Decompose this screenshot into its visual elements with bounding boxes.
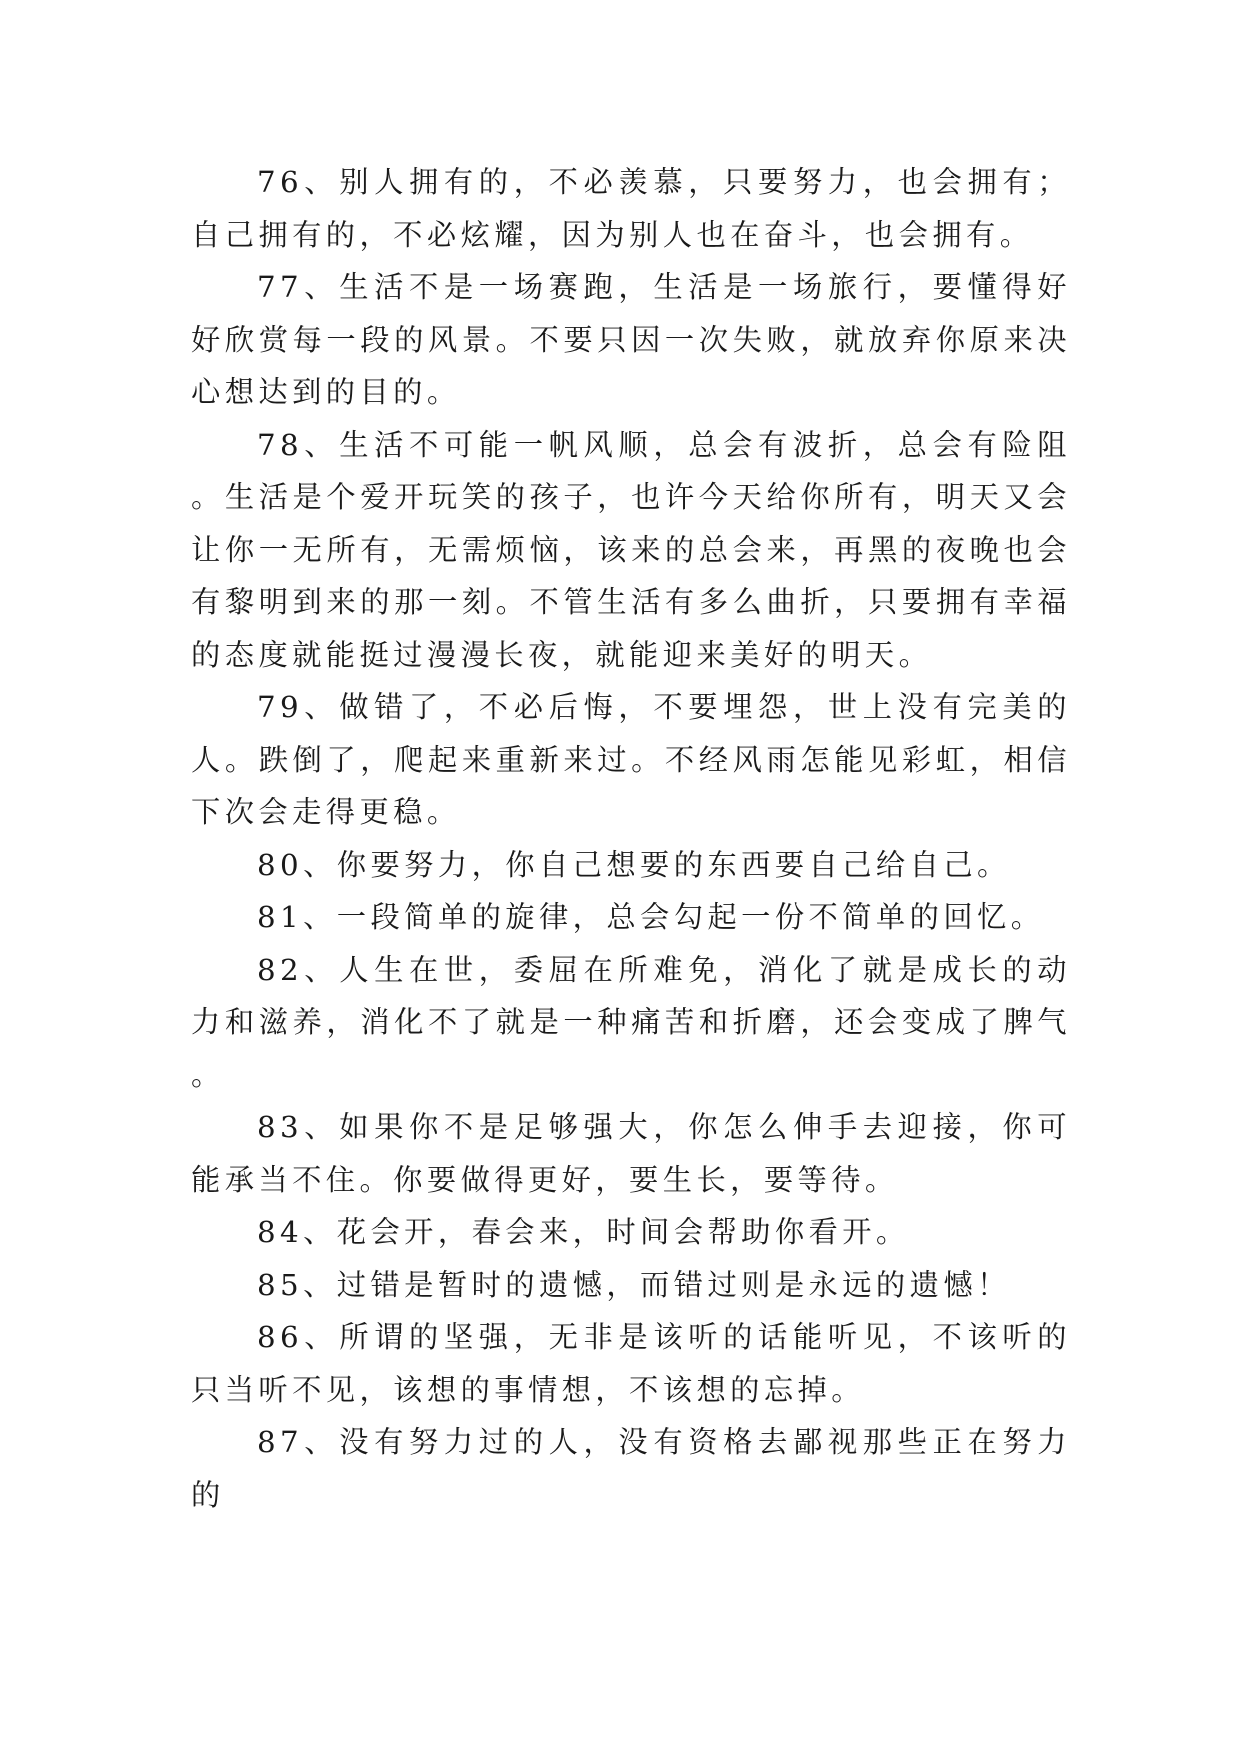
paragraph-80: 80、你要努力，你自己想要的东西要自己给自己。 <box>257 847 1011 882</box>
paragraph-87: 87、没有努力过的人，没有资格去鄙视那些正在努力的 <box>191 1425 1071 1512</box>
paragraph-86: 86、所谓的坚强，无非是该听的话能听见，不该听的只当听不见，该想的事情想，不该想的忘掉。 <box>191 1320 1071 1407</box>
paragraph-83: 83、如果你不是足够强大，你怎么伸手去迎接，你可能承当不住。你要做得更好，要生长，要等待。 <box>191 1110 1071 1197</box>
paragraph-79: 79、做错了，不必后悔，不要埋怨，世上没有完美的人。跌倒了，爬起来重新来过。不经风雨怎能见彩虹，相信下次会走得更稳。 <box>191 690 1071 829</box>
document-body <box>191 156 1071 1521</box>
paragraph-78: 78、生活不可能一帆风顺，总会有波折，总会有险阻。生活是个爱开玩笑的孩子，也许今天给你所有，明天又会让你一无所有，无需烦恼，该来的总会来，再黑的夜晚也会有黎明到来的那一刻。不管生活有多么曲折，只要拥有幸福的态度就能挺过漫漫长夜，就能迎来美好的明天。 <box>191 427 1071 672</box>
paragraph-85: 85、过错是暂时的遗憾，而错过则是永远的遗憾！ <box>257 1267 1011 1302</box>
paragraph-76: 76、别人拥有的，不必羡慕，只要努力，也会拥有；自己拥有的，不必炫耀，因为别人也在奋斗，也会拥有。 <box>191 165 1071 252</box>
paragraph-82: 82、人生在世，委屈在所难免，消化了就是成长的动力和滋养，消化不了就是一种痛苦和折磨，还会变成了脾气。 <box>191 952 1071 1092</box>
paragraph-84: 84、花会开，春会来，时间会帮助你看开。 <box>257 1215 910 1249</box>
paragraph-81: 81、一段简单的旋律，总会勾起一份不简单的回忆。 <box>257 900 1045 934</box>
paragraph-77: 77、生活不是一场赛跑，生活是一场旅行，要懂得好好欣赏每一段的风景。不要只因一次失败，就放弃你原来决心想达到的目的。 <box>191 270 1071 409</box>
